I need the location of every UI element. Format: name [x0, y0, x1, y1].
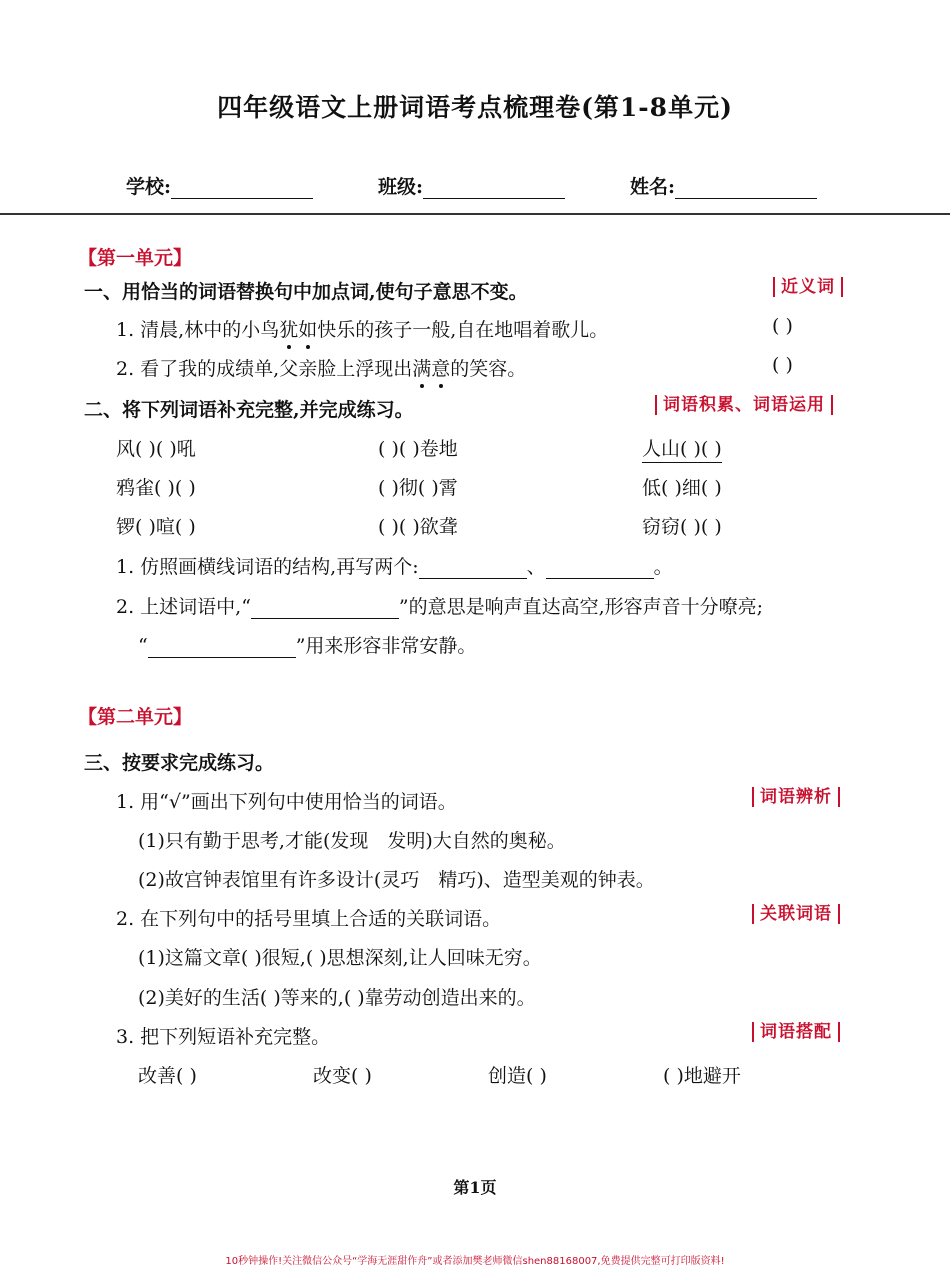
word-fill-item[interactable]: ( )彻( )霄	[378, 477, 458, 499]
q1-s1-dotted-1: 犹	[279, 315, 298, 342]
word-fill-item[interactable]: 鸦雀( )( )	[116, 477, 196, 499]
unit1-heading: 【第一单元】	[78, 247, 193, 269]
q2-ex2-end: ”用来形容非常安静。	[295, 635, 477, 657]
class-field[interactable]	[378, 172, 565, 199]
q3-p3-tag: 词语搭配	[752, 1022, 840, 1042]
word-fill-item[interactable]: ( )( )欲聋	[378, 516, 458, 538]
q2-tag: 词语积累、词语运用	[655, 395, 833, 415]
word-fill-item[interactable]: ( )( )卷地	[378, 438, 458, 460]
name-label: 姓名:	[630, 176, 676, 198]
q3-p2-tag: 关联词语	[752, 904, 840, 924]
q2-ex1-blank-2[interactable]	[546, 558, 654, 579]
word-fill-item[interactable]: 窃窃( )( )	[642, 516, 722, 538]
q3-title: 三、按要求完成练习。	[84, 752, 275, 774]
name-blank[interactable]	[675, 178, 817, 199]
q1-answer-1[interactable]: ( )	[772, 315, 793, 337]
name-field[interactable]	[630, 172, 817, 199]
unit2-heading: 【第二单元】	[78, 706, 193, 728]
class-label: 班级:	[378, 176, 424, 198]
q1-s2-pre: 2. 看了我的成绩单,父亲脸上浮现出	[116, 358, 413, 380]
q1-tag: 近义词	[773, 277, 843, 297]
q1-sentence-1	[116, 315, 608, 342]
q3-p1-item-2[interactable]: (2)故宫钟表馆里有许多设计(灵巧 精巧)、造型美观的钟表。	[138, 869, 655, 891]
q2-exercise-1	[116, 552, 673, 579]
phrase-item[interactable]: 创造( )	[488, 1065, 547, 1087]
q2-exercise-2-cont	[138, 631, 476, 658]
header-divider	[0, 213, 950, 215]
word-fill-item[interactable]: 风( )( )吼	[116, 438, 196, 460]
q1-answer-2[interactable]: ( )	[772, 354, 793, 376]
phrase-item[interactable]: 改善( )	[138, 1065, 197, 1087]
page-number: 第1页	[453, 1178, 497, 1197]
q1-s2-dotted-2: 意	[431, 354, 450, 381]
word-fill-item[interactable]: 锣( )喧( )	[116, 516, 196, 538]
q2-ex1-text: 1. 仿照画横线词语的结构,再写两个:	[116, 556, 419, 578]
q3-p3-title: 3. 把下列短语补充完整。	[116, 1026, 331, 1048]
q2-ex2-blank-1[interactable]	[251, 598, 399, 619]
q3-p1-title: 1. 用“√”画出下列句中使用恰当的词语。	[116, 791, 457, 813]
q3-p2-item-2[interactable]: (2)美好的生活( )等来的,( )靠劳动创造出来的。	[138, 987, 536, 1009]
q2-ex2-text: 2. 上述词语中,“	[116, 596, 251, 618]
q1-title: 一、用恰当的词语替换句中加点词,使句子意思不变。	[84, 281, 528, 303]
q2-ex1-sep: 、	[526, 556, 546, 578]
q1-s1-pre: 1. 清晨,林中的小鸟	[116, 319, 280, 341]
school-blank[interactable]	[171, 178, 313, 199]
school-label: 学校:	[126, 176, 172, 198]
school-field[interactable]	[126, 172, 313, 199]
word-fill-item-underlined[interactable]: 人山( )( )	[642, 434, 722, 463]
q2-ex1-blank-1[interactable]	[419, 558, 527, 579]
phrase-item[interactable]: 改变( )	[313, 1065, 372, 1087]
phrase-item[interactable]: ( )地避开	[663, 1065, 741, 1087]
q3-p2-item-1[interactable]: (1)这篇文章( )很短,( )思想深刻,让人回味无穷。	[138, 947, 542, 969]
q1-s1-post: 快乐的孩子一般,自在地唱着歌儿。	[317, 319, 609, 341]
q1-s2-dotted-1: 满	[412, 354, 431, 381]
q2-ex1-end: 。	[653, 556, 673, 578]
q1-sentence-2	[116, 354, 526, 381]
q2-ex2-open: “	[138, 635, 148, 657]
q1-s2-post: 的笑容。	[450, 358, 527, 380]
q3-p1-tag: 词语辨析	[752, 787, 840, 807]
q3-p1-item-1[interactable]: (1)只有勤于思考,才能(发现 发明)大自然的奥秘。	[138, 830, 566, 852]
q2-title: 二、将下列词语补充完整,并完成练习。	[84, 399, 414, 421]
promo-notice: 10秒钟操作!关注微信公众号“学海无涯甜作舟”或者添加樊老师微信shen88168007,免费提供完整可打印版资料!	[225, 1256, 725, 1267]
q2-exercise-2	[116, 592, 763, 619]
q3-p2-title: 2. 在下列句中的括号里填上合适的关联词语。	[116, 908, 502, 930]
q1-s1-dotted-2: 如	[298, 315, 317, 342]
q2-ex2-mid: ”的意思是响声直达高空,形容声音十分嘹亮;	[398, 596, 764, 618]
q2-ex2-blank-2[interactable]	[148, 637, 296, 658]
page-title: 四年级语文上册词语考点梳理卷(第1-8单元)	[217, 93, 733, 122]
class-blank[interactable]	[423, 178, 565, 199]
word-fill-item[interactable]: 低( )细( )	[642, 477, 722, 499]
